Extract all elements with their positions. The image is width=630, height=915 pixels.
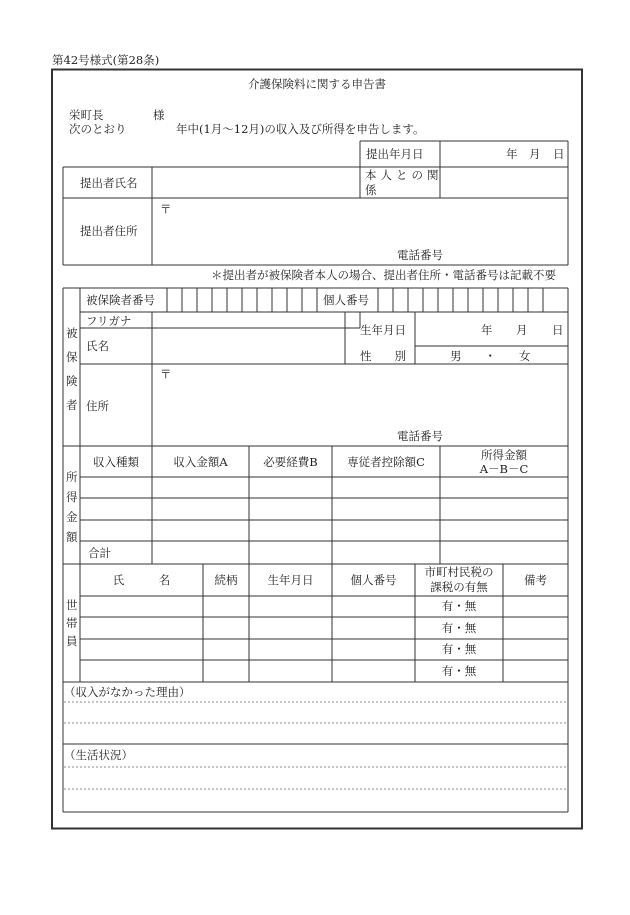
household-header-tax-2: 課税の有無 [430,580,488,594]
furigana-field[interactable] [153,313,344,327]
household-entry-rows[interactable] [81,597,414,681]
insured-section-char-3: 険 [66,374,78,388]
household-header-relation: 続柄 [214,573,238,587]
personal-number-field[interactable] [379,289,567,311]
submit-date-day: 日 [553,147,565,161]
form-title: 介護保険料に関する申告書 [248,77,386,91]
living-situation-field[interactable] [64,763,567,811]
dob-day: 日 [552,323,564,337]
no-income-reason-label: （収入がなかった理由） [64,685,191,699]
insured-postal-mark: 〒 [160,367,172,381]
household-tax-option-4[interactable]: 有・無 [441,664,477,678]
household-tax-option-1[interactable]: 有・無 [441,599,477,613]
insured-name-label: 氏名 [86,339,109,353]
relation-field[interactable] [441,168,567,197]
submit-date-month: 月 [529,147,541,161]
form-number: 第42号様式(第28条) [52,53,160,67]
living-situation-label: （生活状況） [64,748,133,762]
household-tax-option-2[interactable]: 有・無 [441,621,477,635]
addressee-honorific: 様 [153,108,165,122]
household-header-tax-1: 市町村民税の [424,565,494,579]
household-section-char-3: 員 [66,634,78,648]
household-header-remarks: 備考 [524,573,547,587]
insured-section-char-2: 保 [66,350,78,364]
income-entry-rows[interactable] [81,478,567,540]
household-header-name: 氏 名 [112,573,171,587]
insured-section-char-4: 者 [66,398,78,412]
income-header-amount: 収入金額A [173,455,228,469]
income-header-formula: A－B－C [479,462,529,476]
submitter-postal-mark: 〒 [160,202,172,216]
income-header-expenses: 必要経費B [263,455,318,469]
household-section-char-1: 世 [66,598,78,612]
income-section-char-4: 額 [66,530,78,544]
submitter-name-label: 提出者氏名 [80,176,138,190]
submitter-address-label: 提出者住所 [80,224,138,238]
insured-phone-label: 電話番号 [397,429,443,443]
income-section-char-2: 得 [66,490,78,504]
submitter-phone-label: 電話番号 [397,248,443,262]
sex-label: 性 別 [360,349,406,363]
household-header-dob: 生年月日 [267,573,314,587]
declaration-prefix: 次のとおり [69,122,127,136]
income-total-row[interactable] [153,542,567,563]
dob-year: 年 [481,323,493,337]
submitter-note: ＊提出者が被保険者本人の場合、提出者住所・電話番号は記載不要 [211,268,556,282]
relation-label: 本人との関 [365,168,443,182]
submitter-name-field[interactable] [153,168,359,197]
dob-month: 月 [516,323,528,337]
personal-number-label: 個人番号 [323,293,369,307]
insured-address-label: 住所 [86,399,109,413]
declaration-text: 年中(1月～12月)の収入及び所得を申告します。 [176,122,425,136]
submit-date-year: 年 [506,147,518,161]
submitter-address-field[interactable] [153,199,567,264]
addressee-mayor: 栄町長 [69,108,104,122]
no-income-reason-field[interactable] [64,700,567,743]
income-header-income: 所得金額 [481,448,527,462]
household-section-char-2: 帯 [66,616,78,630]
sex-options[interactable]: 男 ・ 女 [450,349,531,363]
income-section-char-1: 所 [66,470,78,484]
income-header-deduction: 専従者控除額C [347,455,425,469]
insured-number-field[interactable] [153,289,317,311]
household-tax-option-3[interactable]: 有・無 [441,642,477,656]
relation-label-2: 係 [365,183,377,197]
furigana-label: フリガナ [86,314,132,328]
insured-section-char-1: 被 [66,326,78,340]
income-section-char-3: 金 [66,510,78,524]
income-header-type: 収入種類 [93,455,139,469]
household-header-personal-number: 個人番号 [350,573,397,587]
insured-address-field[interactable] [153,365,567,445]
submit-date-field[interactable] [441,142,567,166]
submit-date-label: 提出年月日 [366,147,424,161]
dob-label: 生年月日 [360,323,406,337]
insured-number-label: 被保険者番号 [86,293,155,307]
household-remarks-cells[interactable] [504,597,567,681]
income-total-label: 合計 [88,546,111,560]
insured-name-field[interactable] [153,329,344,363]
